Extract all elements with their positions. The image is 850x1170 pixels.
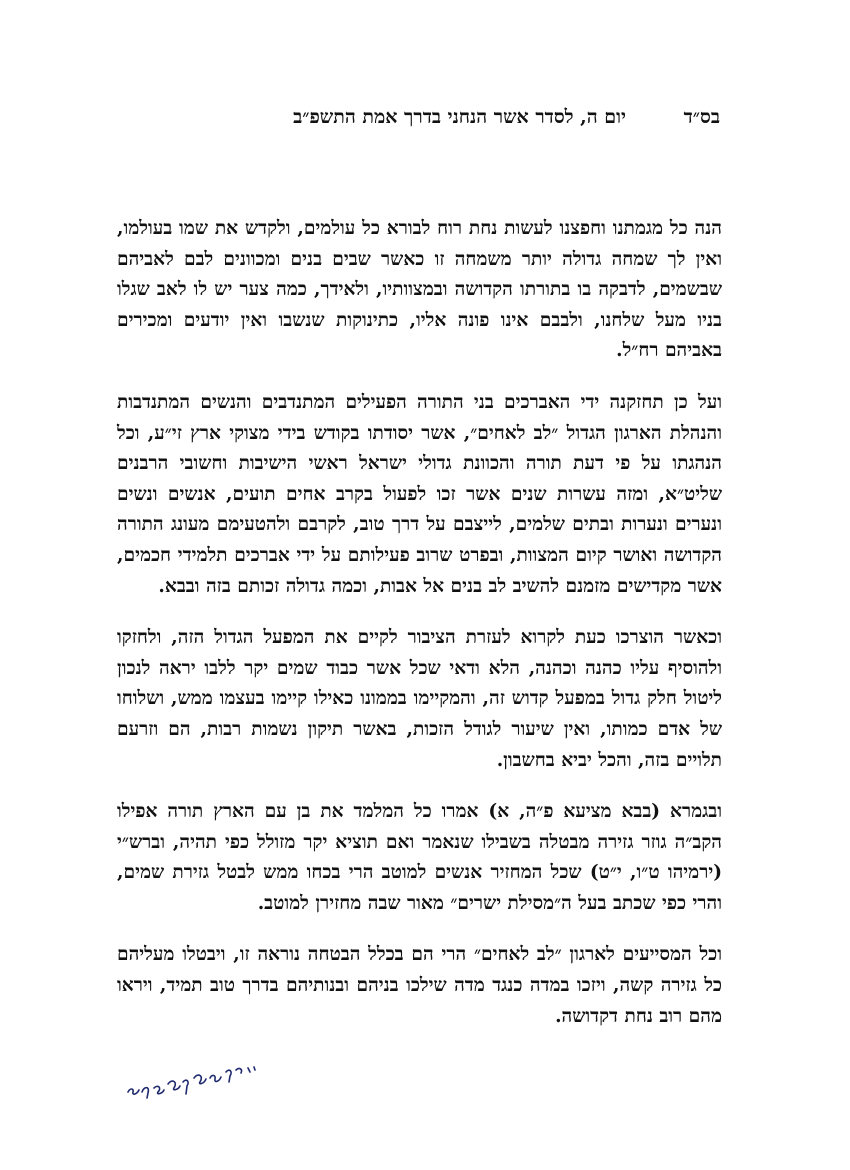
header-bsd: בס״ד bbox=[683, 106, 720, 128]
handwritten-signature bbox=[120, 1048, 270, 1108]
paragraph-2: ועל כן תחזקנה ידי האברכים בני התורה הפעילים המתנדבים והנשים המתנדבות והנהלת הארגון הגדול ״לב לאחים״, אשר יסודתו בקודש בידי מצוקי ארץ זי״ע, וכל הנהגתו על פי דעת תורה והכוונת גדולי ישראל ראשי הישיבות וחשובי הרבנים שליט״א, ומזה עשרות שנים אשר זכו לפעול בקרב אחים תועים, אנשים ונשים ונערים ונערות ובתים שלמים, לייצבם על דרך טוב, לקרבם ולהטעימם מעונג התורה הקדושה ואושר קיום המצוות, ובפרט שרוב פעילותם על ידי אברכים תלמידי חכמים, אשר מקדישים מזמנם להשיב לב בנים אל אבות, וכמה גדולה זכותם בזה ובבא. bbox=[117, 391, 722, 597]
paragraph-5: וכל המסייעים לארגון ״לב לאחים״ הרי הם בכלל הבטחה נוראה זו, ויבטלו מעליהם כל גזירה קשה, ויזכו במדה כנגד מדה שילכו בניהם ובנותיהם בדרך טוב תמיד, ויראו מהם רוב נחת דקדושה. bbox=[117, 944, 722, 1027]
paragraph-4: ובגמרא (בבא מציעא פ״ה, א) אמרו כל המלמד את בן עם הארץ תורה אפילו הקב״ה גוזר גזירה מבטלה בשבילו שנאמר ואם תוציא יקר מזולל כפי תהיה, וברש״י (ירמיהו ט״ו, י״ט) שכל המחזיר אנשים למוטב הרי בכחו ממש לבטל גזירת שמים, והרי כפי שכתב בעל ה״מסילת ישרים״ מאור שבה מחזירן למוטב. bbox=[117, 801, 722, 914]
header-date-title: יום ה, לסדר אשר הנחני בדרך אמת התשפ״ב bbox=[293, 106, 626, 128]
paragraph-3: וכאשר הוצרכו כעת לקרוא לעזרת הציבור לקיים את המפעל הגדול הזה, ולחזקו ולהוסיף עליו כהנה וכהנה, הלא ודאי שכל אשר כבוד שמים יקר ללבו יראה לנכון ליטול חלק גדול במפעל קדוש זה, והמקיימו בממונו כאילו קיימו בעצמו ממש, ושלוחו של אדם כמותו, ואין שיעור לגודל הזכות, באשר תיקון נשמות רבות, הם וזרעם תלויים בזה, והכל יביא בחשבון. bbox=[117, 627, 722, 771]
letter-header bbox=[120, 106, 720, 136]
letter-body bbox=[117, 214, 722, 1053]
paragraph-1: הנה כל מגמתנו וחפצנו לעשות נחת רוח לבורא כל עולמים, ולקדש את שמו בעולמו, ואין לך שמחה גדולה יותר משמחה זו כאשר שבים בנים ומכוונים לבם לאביהם שבשמים, לדבקה בו בתורתו הקדושה ובמצוותיו, ולאידך, כמה צער יש לו לאב שגלו בניו מעל שלחנו, ולבבם אינו פונה אליו, כתינוקות שנשבו ואין יודעים ומכירים באביהם רח״ל. bbox=[117, 218, 722, 362]
